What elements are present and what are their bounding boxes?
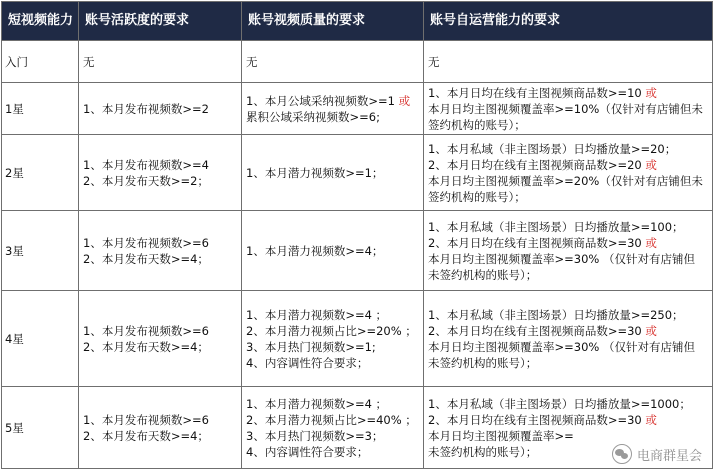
selfop-line: 本月日均主图视频覆盖率>=30% （仅针对有店铺但 (428, 339, 695, 354)
quality-line: 1、本月潜力视频数>=4； (246, 243, 384, 258)
header-selfop: 账号自运营能力的要求 (424, 2, 713, 41)
quality-line: 1、本月潜力视频数>=4 ； (246, 307, 388, 322)
activity-line: 1、本月发布视频数>=4 (83, 157, 209, 172)
quality-line: 3、本月热门视频数>=3； (246, 428, 384, 443)
level-cell: 1星 (2, 83, 79, 135)
level-cell: 2星 (2, 135, 79, 211)
selfop-line: 未签约机构的账号）； (428, 267, 538, 282)
quality-line: 2、本月潜力视频占比>=40% ； (246, 412, 417, 427)
activity-line: 无 (83, 54, 95, 69)
activity-cell (79, 211, 242, 291)
quality-cell (242, 291, 424, 387)
or-label: 或 (645, 85, 657, 100)
table-row (2, 387, 713, 469)
level-cell: 4星 (2, 291, 79, 387)
table-row (2, 135, 713, 211)
activity-cell (79, 135, 242, 211)
selfop-line: 签约机构的账号）； (428, 189, 526, 204)
quality-cell (242, 211, 424, 291)
selfop-text: 1、本月日均在线有主图视频商品数>=10 (428, 85, 642, 100)
selfop-line: 1、本月私域（非主图场景）日均播放量>=1000； (428, 396, 691, 411)
level-cell: 5星 (2, 387, 79, 469)
quality-text: 1、本月公域采纳视频数>=1 (246, 93, 395, 108)
activity-line: 2、本月发布天数>=4； (83, 428, 209, 443)
level-cell: 入门 (2, 41, 79, 83)
selfop-line: 1、本月私域（非主图场景）日均播放量>=100； (428, 219, 684, 234)
activity-line: 2、本月发布天数>=4； (83, 339, 209, 354)
quality-line: 3、本月热门视频数>=1; (246, 339, 376, 354)
requirements-table (1, 1, 713, 469)
table-row (2, 291, 713, 387)
selfop-line: 本月日均主图视频覆盖率>= (428, 428, 574, 443)
or-label: 或 (645, 157, 657, 172)
selfop-cell (424, 41, 713, 83)
selfop-line (428, 85, 712, 101)
quality-line: 4、内容调性符合要求； (246, 444, 369, 459)
quality-line (246, 93, 423, 109)
selfop-line: 无 (428, 54, 440, 69)
quality-cell (242, 83, 424, 135)
watermark (612, 444, 702, 464)
selfop-line: 1、本月私域（非主图场景）日均播放量>=20； (428, 141, 677, 156)
activity-cell (79, 41, 242, 83)
quality-line: 2、本月潜力视频占比>=20% ； (246, 323, 417, 338)
wechat-icon (612, 444, 632, 464)
activity-cell (79, 291, 242, 387)
selfop-cell (424, 291, 713, 387)
or-label: 或 (645, 323, 657, 338)
quality-cell (242, 135, 424, 211)
activity-line: 2、本月发布天数>=4； (83, 251, 209, 266)
watermark-text: 电商群星会 (636, 448, 702, 464)
selfop-line (428, 412, 712, 428)
or-label: 或 (645, 235, 657, 250)
selfop-line: 未签约机构的账号）； (428, 355, 538, 370)
selfop-line: 1、本月私域（非主图场景）日均播放量>=250； (428, 307, 684, 322)
header-level: 短视频能力 (2, 2, 79, 41)
activity-line: 1、本月发布视频数>=2 (83, 101, 209, 116)
selfop-line (428, 323, 712, 339)
selfop-line (428, 157, 712, 173)
selfop-text: 2、本月日均在线有主图视频商品数>=20 (428, 157, 642, 172)
selfop-cell (424, 135, 713, 211)
quality-line: 1、本月潜力视频数>=1； (246, 165, 384, 180)
activity-line: 1、本月发布视频数>=6 (83, 323, 209, 338)
or-label: 或 (398, 93, 411, 108)
header-row (2, 2, 713, 41)
quality-cell (242, 41, 424, 83)
quality-line: 累积公域采纳视频数>=6; (246, 109, 380, 124)
selfop-text: 2、本月日均在线有主图视频商品数>=30 (428, 323, 642, 338)
header-activity: 账号活跃度的要求 (79, 2, 242, 41)
header-quality: 账号视频质量的要求 (242, 2, 424, 41)
quality-line: 无 (246, 54, 258, 69)
selfop-line: 本月日均主图视频覆盖率>=30% （仅针对有店铺但 (428, 251, 695, 266)
selfop-line: 未签约机构的账号）； (428, 444, 538, 459)
or-label: 或 (645, 412, 657, 427)
activity-cell (79, 387, 242, 469)
selfop-text: 2、本月日均在线有主图视频商品数>=30 (428, 235, 642, 250)
table-row (2, 83, 713, 135)
activity-line: 2、本月发布天数>=2； (83, 173, 209, 188)
selfop-cell (424, 83, 713, 135)
level-cell: 3星 (2, 211, 79, 291)
activity-cell (79, 83, 242, 135)
table-row (2, 211, 713, 291)
selfop-line: 签约机构的账号）； (428, 117, 526, 132)
selfop-line (428, 235, 712, 251)
selfop-line: 本月日均主图视频覆盖率>=10%（仅针对有店铺但未 (428, 101, 703, 116)
activity-line: 1、本月发布视频数>=6 (83, 235, 209, 250)
selfop-text: 2、本月日均在线有主图视频商品数>=30 (428, 412, 642, 427)
table-row (2, 41, 713, 83)
selfop-line: 本月日均主图视频覆盖率>=20%（仅针对有店铺但未 (428, 173, 703, 188)
quality-line: 1、本月潜力视频数>=4 ； (246, 396, 388, 411)
activity-line: 1、本月发布视频数>=6 (83, 412, 209, 427)
quality-cell (242, 387, 424, 469)
quality-line: 4、内容调性符合要求； (246, 355, 369, 370)
selfop-cell (424, 211, 713, 291)
